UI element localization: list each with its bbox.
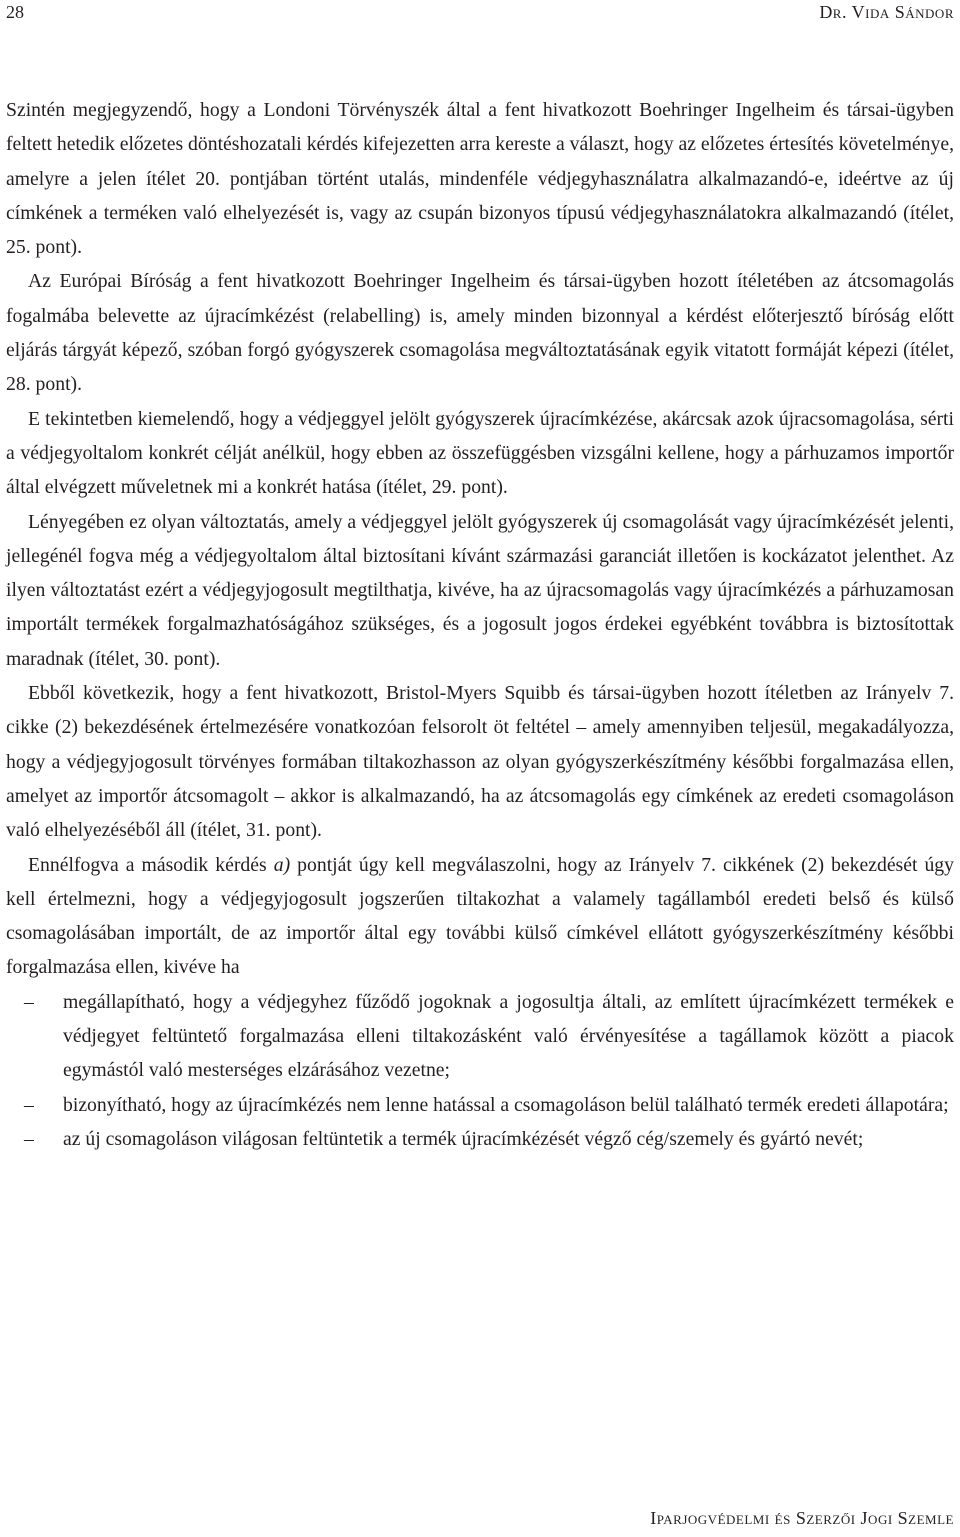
journal-footer: Iparjogvédelmi és Szerzői Jogi Szemle — [650, 1508, 954, 1528]
running-head-author: Dr. Vida Sándor — [819, 2, 954, 22]
paragraph-5: Ebből következik, hogy a fent hivatkozott, Bristol-Myers Squibb és társai-ügyben hozott ítéletben az Irányelv 7. cikke (2) bekezdésének értelmezésére vonatkozóan felsorolt öt feltétel – amely amennyiben teljesül, megakadályozza, hogy a védjegyjogosult törvényes formában tiltakozhasson az olyan gyógyszerkészítmény későbbi forgalmazása ellen, amelyet az importőr átcsomagolt – akkor is alkalmazandó, ha az átcsomagolás egy címkének az eredeti csomagoláson való elhelyezéséből áll (ítélet, 31. pont). — [6, 682, 954, 842]
paragraph-3: E tekintetben kiemelendő, hogy a védjeggyel jelölt gyógyszerek újracímkézése, akárcsak azok újracsomagolása, sérti a védjegyoltalom konkrét célját anélkül, hogy ebben az összefüggésben vizsgálni kellene, hogy a párhuzamos importőr által elvégzett műveletnek mi a konkrét hatása (ítélet, 29. pont). — [6, 407, 954, 499]
page-header — [0, 0, 960, 28]
paragraph-6-start: Ennélfogva a második kérdés — [28, 853, 274, 876]
paragraph-6-rest: pontját úgy kell megválaszolni, hogy az Irányelv 7. cikkének (2) bekezdését úgy kell értelmezni, hogy a védjegyjogosult jogszerűen tiltakozhat a valamely tagállamból eredeti belső és külső csomagolásában importált, de az importőr által egy további külső címkével ellátott gyógyszerkészítmény későbbi forgalmazása ellen, kivéve ha — [6, 853, 954, 979]
page-number: 28 — [6, 2, 24, 22]
list-item — [6, 1122, 954, 1156]
list-item — [6, 1088, 954, 1122]
list-item-text: az új csomagoláson világosan feltüntetik a termék újracímkézését végző cég/szemely és gyártó nevét; — [63, 1127, 864, 1150]
list-dash: – — [24, 990, 34, 1013]
paragraph-4: Lényegében ez olyan változtatás, amely a védjeggyel jelölt gyógyszerek új csomagolását vagy újracímkézését jelenti, jellegénél fogva még a védjegyoltalom által biztosítani kívánt származási garanciát illetően is kockázatot jelenthet. Az ilyen változtatást ezért a védjegyjogosult megtilthatja, kivéve, ha az újracsomagolás vagy újracímkézés a párhuzamosan importált termékek forgalmazhatóságához szükséges, és a jogosult jogos érdekei egyébként továbbra is biztosítottak maradnak (ítélet, 30. pont). — [6, 510, 954, 670]
list-item — [6, 985, 954, 1088]
article-body — [6, 93, 954, 1156]
paragraph-6 — [6, 848, 954, 985]
paragraph-2: Az Európai Bíróság a fent hivatkozott Boehringer Ingelheim és társai-ügyben hozott ítéletében az átcsomagolás fogalmába belevette az újracímkézést (relabelling) is, amely minden bizonnyal a kérdést előterjesztő bíróság előtt eljárás tárgyát képező, szóban forgó gyógyszerek csomagolása megváltoztatásának egyik vitatott formáját képezi (ítélet, 28. pont). — [6, 270, 954, 396]
list-dash: – — [24, 1093, 34, 1116]
list-dash: – — [24, 1127, 34, 1150]
condition-list — [6, 985, 954, 1156]
list-item-text: megállapítható, hogy a védjegyhez fűződő jogoknak a jogosultja általi, az említett újracímkézett termékek e védjegyet feltüntető forgalmazása elleni tiltakozásként való érvényesítése a tagállamok között a piacok egymástól való mesterséges elzárásához vezetne; — [63, 990, 954, 1082]
paragraph-6-emphasis: a) — [273, 853, 291, 876]
paragraph-1: Szintén megjegyzendő, hogy a Londoni Törvényszék által a fent hivatkozott Boehringer Ingelheim és társai-ügyben feltett hetedik előzetes döntéshozatali kérdés kifejezetten arra kereste a választ, hogy az előzetes értesítés követelménye, amelyre a jelen ítélet 20. pontjában történt utalás, mindenféle védjegyhasználatra alkalmazandó-e, ideértve az új címkének a terméken való elhelyezését is, vagy az csupán bizonyos típusú védjegyhasználatokra alkalmazandó (ítélet, 25. pont). — [6, 99, 954, 259]
list-item-text: bizonyítható, hogy az újracímkézés nem lenne hatással a csomagoláson belül található termék eredeti állapotára; — [63, 1093, 949, 1116]
